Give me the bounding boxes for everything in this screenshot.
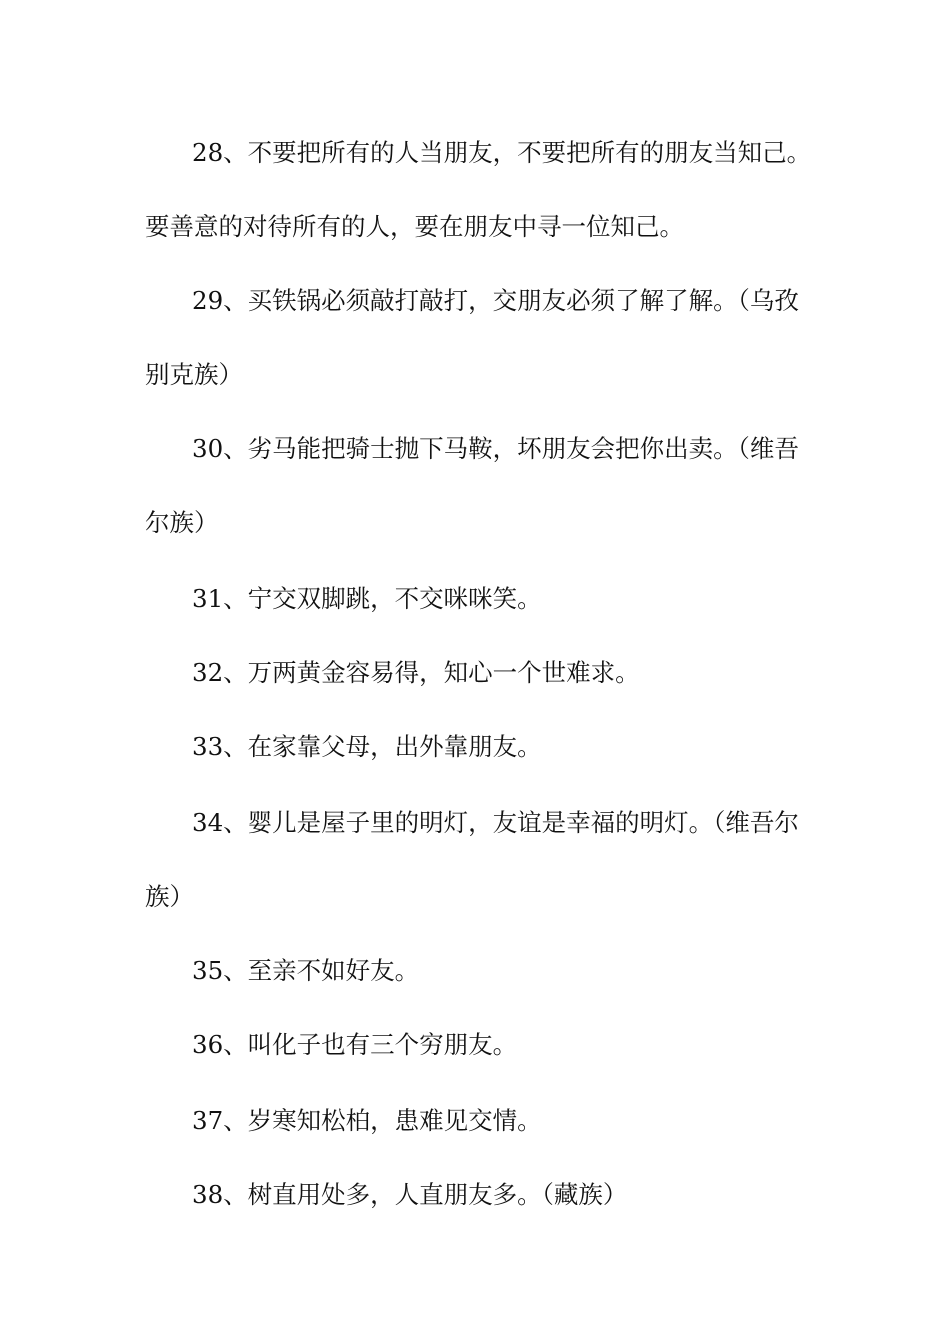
proverb-29-line-1: 29、买铁锅必须敲打敲打，交朋友必须了解了解。（乌孜 (192, 286, 799, 315)
proverb-36: 36、叫化子也有三个穷朋友。 (192, 1030, 518, 1059)
proverb-28-line-1: 28、不要把所有的人当朋友，不要把所有的朋友当知己。 (192, 138, 812, 167)
proverb-30-line-2: 尔族） (145, 508, 219, 537)
proverb-31: 31、宁交双脚跳，不交咪咪笑。 (192, 584, 542, 613)
proverb-37: 37、岁寒知松柏，患难见交情。 (192, 1106, 542, 1135)
proverb-33: 33、在家靠父母，出外靠朋友。 (192, 732, 542, 761)
proverb-29-line-2: 别克族） (145, 360, 243, 389)
proverb-28-line-2: 要善意的对待所有的人，要在朋友中寻一位知己。 (145, 212, 684, 241)
proverb-35: 35、至亲不如好友。 (192, 956, 420, 985)
proverb-34-line-1: 34、婴儿是屋子里的明灯，友谊是幸福的明灯。（维吾尔 (192, 808, 799, 837)
proverb-38: 38、树直用处多，人直朋友多。（藏族） (192, 1180, 628, 1209)
proverb-32: 32、万两黄金容易得，知心一个世难求。 (192, 658, 640, 687)
proverb-34-line-2: 族） (145, 882, 194, 911)
proverb-30-line-1: 30、劣马能把骑士抛下马鞍，坏朋友会把你出卖。（维吾 (192, 434, 799, 463)
